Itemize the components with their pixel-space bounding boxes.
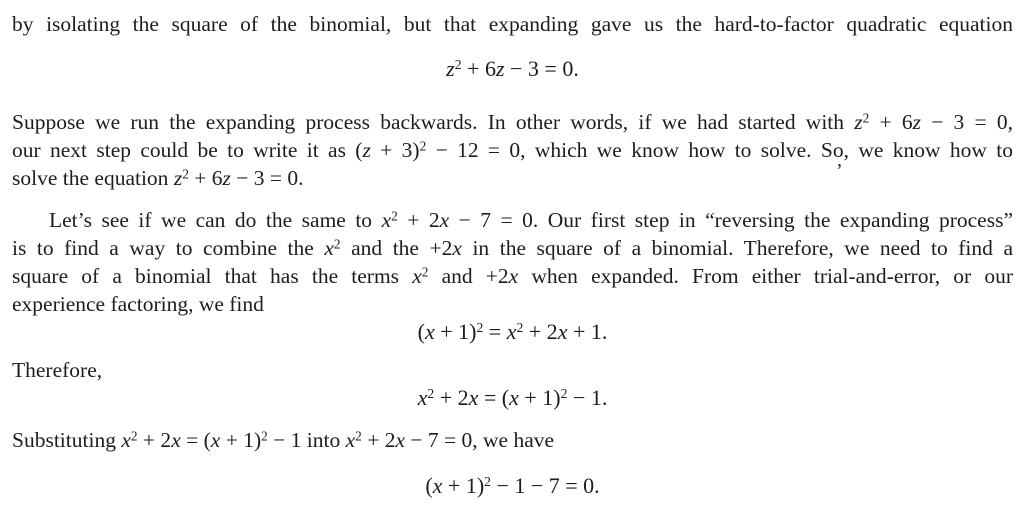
text-line: is to find a way to combine the $x^2$ and the +2x in the square of a binomial. Therefore, we need to find a	[12, 236, 1013, 260]
text-line: Let’s see if we can do the same to $x^2 + 2x - 7 = 0$. Our first step in “reversing the expanding process”	[49, 208, 1013, 232]
equation-binomial-square: $(x + 1)^2 = x^2 + 2x + 1$.	[417, 319, 608, 344]
equation-z-quadratic: $z^2 + 6z - 3 = 0$.	[446, 56, 579, 81]
equation-completed-square: $x^2 + 2x = (x + 1)^2 - 1$.	[417, 385, 608, 410]
text-line: solve the equation $z^2 + 6z - 3 = 0$.	[12, 166, 304, 190]
paragraph-continuation: by isolating the square of the binomial, but that expanding gave us the hard-to-factor quadratic equation	[12, 12, 1013, 36]
text-line: square of a binomial that has the terms $x^2$ and +2x when expanded. From either trial-and-error, or our	[12, 264, 1013, 288]
text-line: experience factoring, we find	[12, 292, 264, 316]
paragraph-reversing-process	[12, 206, 1013, 318]
therefore-text: Therefore,	[12, 358, 103, 382]
paragraph-substituting: Substituting $x^2 + 2x = (x + 1)^2 - 1$ into $x^2 + 2x - 7 = 0$, we have	[12, 428, 555, 452]
ink-speck-artifact: ’	[836, 160, 843, 182]
equation-substituted-result: $(x + 1)^2 - 1 - 7 = 0$.	[425, 473, 600, 498]
text-line: our next step could be to write it as $(z + 3)^2 - 12 = 0$, which we know how to solve. So, we know how to	[12, 138, 1013, 162]
paragraph-expanding-backwards	[12, 108, 1013, 192]
textbook-page	[0, 10, 1025, 506]
text-line: Suppose we run the expanding process backwards. In other words, if we had started with $z^2 + 6z - 3 = 0$,	[12, 110, 1013, 134]
